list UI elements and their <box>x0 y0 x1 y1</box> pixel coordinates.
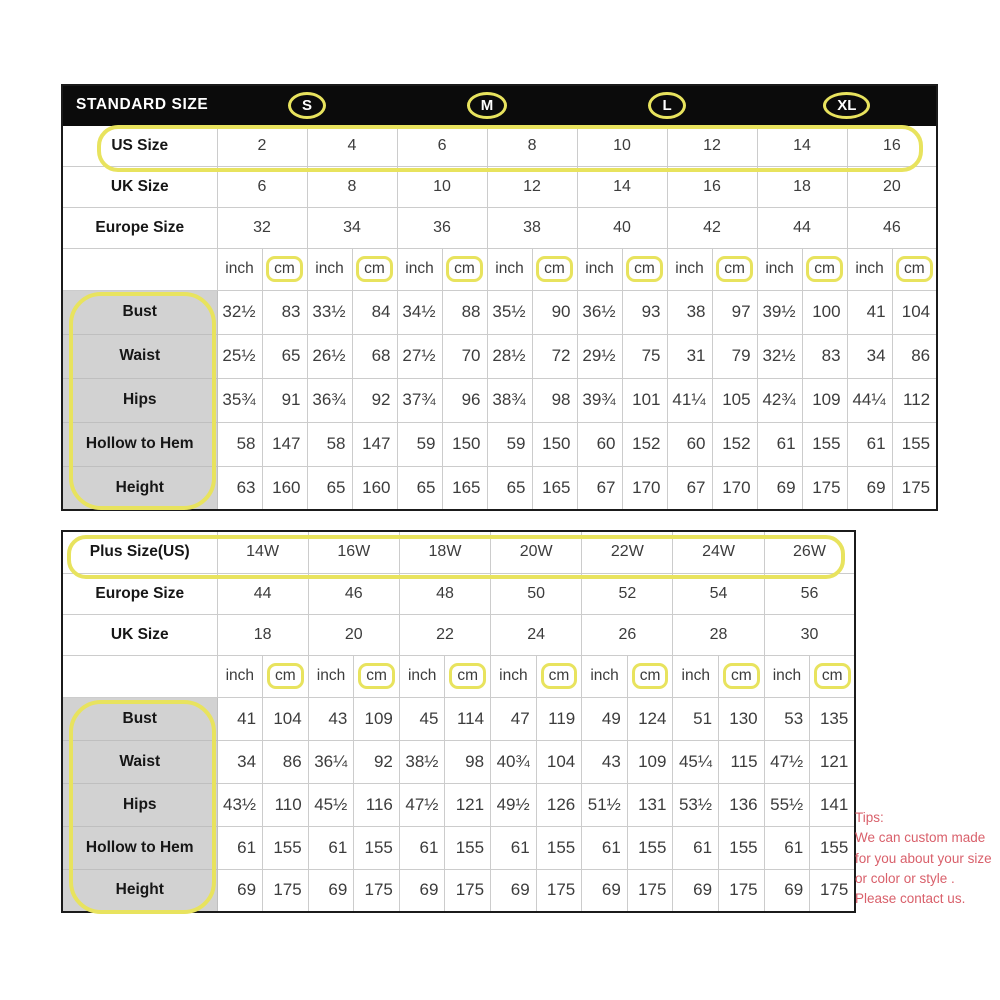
cm-highlight-box: cm <box>266 256 303 282</box>
measurement-value-cell: 141 <box>810 783 856 826</box>
units-row-spacer <box>62 655 217 697</box>
size-conversion-row <box>62 125 937 166</box>
custom-made-tips <box>855 808 1000 909</box>
measurement-value-cell: 42¾ <box>757 378 802 422</box>
measurement-value-cell: 83 <box>802 334 847 378</box>
measurement-value-cell: 130 <box>719 697 765 740</box>
measurement-value-cell: 63 <box>217 466 262 510</box>
measurement-value-cell: 136 <box>719 783 765 826</box>
size-group-oval-label: M <box>467 92 508 119</box>
measurement-value-cell: 61 <box>491 826 537 869</box>
measurement-value-cell: 92 <box>352 378 397 422</box>
measurement-row <box>62 334 937 378</box>
measurement-value-cell: 93 <box>622 290 667 334</box>
measurement-label: Hips <box>62 378 217 422</box>
measurement-value-cell: 65 <box>487 466 532 510</box>
measurement-value-cell: 175 <box>892 466 937 510</box>
size-group-oval-label: S <box>288 92 326 119</box>
measurement-value-cell: 155 <box>810 826 856 869</box>
measurement-value-cell: 43 <box>308 697 354 740</box>
measurement-value-cell: 91 <box>262 378 307 422</box>
size-conversion-row <box>62 531 855 573</box>
measurement-value-cell: 51 <box>673 697 719 740</box>
measurement-value-cell: 155 <box>719 826 765 869</box>
inch-unit-cell: inch <box>399 655 445 697</box>
size-value-cell: 26 <box>582 614 673 655</box>
cm-unit-cell <box>352 248 397 290</box>
cm-unit-cell <box>442 248 487 290</box>
inch-unit-cell: inch <box>847 248 892 290</box>
measurement-row <box>62 783 855 826</box>
size-value-cell: 36 <box>397 207 487 248</box>
measurement-value-cell: 88 <box>442 290 487 334</box>
measurement-value-cell: 41¼ <box>667 378 712 422</box>
units-row <box>62 248 937 290</box>
size-value-cell: 16 <box>667 166 757 207</box>
measurement-value-cell: 61 <box>582 826 628 869</box>
measurement-value-cell: 109 <box>802 378 847 422</box>
measurement-value-cell: 152 <box>622 422 667 466</box>
cm-unit-cell <box>719 655 765 697</box>
measurement-value-cell: 86 <box>263 740 309 783</box>
measurement-value-cell: 58 <box>307 422 352 466</box>
measurement-row <box>62 466 937 510</box>
size-value-cell: 20W <box>491 531 582 573</box>
size-value-cell: 20 <box>308 614 399 655</box>
measurement-value-cell: 70 <box>442 334 487 378</box>
measurement-value-cell: 116 <box>354 783 400 826</box>
measurement-label: Height <box>62 869 217 912</box>
measurement-value-cell: 34½ <box>397 290 442 334</box>
measurement-value-cell: 29½ <box>577 334 622 378</box>
measurement-value-cell: 28½ <box>487 334 532 378</box>
size-row-label: Europe Size <box>62 207 217 248</box>
measurement-value-cell: 175 <box>263 869 309 912</box>
size-value-cell: 46 <box>847 207 937 248</box>
measurement-value-cell: 170 <box>622 466 667 510</box>
measurement-value-cell: 92 <box>354 740 400 783</box>
measurement-value-cell: 69 <box>764 869 810 912</box>
measurement-value-cell: 150 <box>442 422 487 466</box>
cm-highlight-box: cm <box>626 256 663 282</box>
measurement-value-cell: 175 <box>354 869 400 912</box>
inch-unit-cell: inch <box>491 655 537 697</box>
cm-unit-cell <box>802 248 847 290</box>
measurement-row <box>62 697 855 740</box>
size-value-cell: 8 <box>307 166 397 207</box>
size-group-oval-label: XL <box>823 92 870 119</box>
size-value-cell: 56 <box>764 573 855 614</box>
measurement-value-cell: 25½ <box>217 334 262 378</box>
measurement-value-cell: 104 <box>536 740 582 783</box>
size-value-cell: 24 <box>491 614 582 655</box>
measurement-value-cell: 84 <box>352 290 397 334</box>
measurement-value-cell: 131 <box>627 783 673 826</box>
measurement-value-cell: 86 <box>892 334 937 378</box>
measurement-value-cell: 165 <box>442 466 487 510</box>
measurement-value-cell: 147 <box>352 422 397 466</box>
measurement-value-cell: 49 <box>582 697 628 740</box>
measurement-value-cell: 53½ <box>673 783 719 826</box>
measurement-value-cell: 155 <box>354 826 400 869</box>
cm-highlight-box: cm <box>536 256 573 282</box>
measurement-value-cell: 119 <box>536 697 582 740</box>
measurement-value-cell: 44¼ <box>847 378 892 422</box>
tips-line: for you about your size <box>855 850 992 866</box>
cm-highlight-box: cm <box>446 256 483 282</box>
measurement-value-cell: 55½ <box>764 783 810 826</box>
measurement-value-cell: 31 <box>667 334 712 378</box>
measurement-value-cell: 109 <box>627 740 673 783</box>
size-row-label: Europe Size <box>62 573 217 614</box>
measurement-value-cell: 26½ <box>307 334 352 378</box>
measurement-value-cell: 67 <box>667 466 712 510</box>
measurement-label: Waist <box>62 334 217 378</box>
size-value-cell: 40 <box>577 207 667 248</box>
measurement-value-cell: 110 <box>263 783 309 826</box>
measurement-value-cell: 121 <box>445 783 491 826</box>
cm-unit-cell <box>627 655 673 697</box>
size-group-cell <box>577 85 757 125</box>
measurement-value-cell: 65 <box>307 466 352 510</box>
cm-unit-cell <box>262 248 307 290</box>
measurement-value-cell: 150 <box>532 422 577 466</box>
size-row-label: Plus Size(US) <box>62 531 217 573</box>
measurement-value-cell: 61 <box>217 826 263 869</box>
size-value-cell: 42 <box>667 207 757 248</box>
tips-title: Tips: <box>855 810 884 825</box>
measurement-value-cell: 155 <box>263 826 309 869</box>
cm-highlight-box: cm <box>267 663 304 689</box>
measurement-value-cell: 61 <box>847 422 892 466</box>
measurement-value-cell: 45½ <box>308 783 354 826</box>
size-value-cell: 38 <box>487 207 577 248</box>
measurement-value-cell: 61 <box>673 826 719 869</box>
inch-unit-cell: inch <box>307 248 352 290</box>
measurement-value-cell: 72 <box>532 334 577 378</box>
measurement-value-cell: 34 <box>847 334 892 378</box>
measurement-value-cell: 79 <box>712 334 757 378</box>
inch-unit-cell: inch <box>764 655 810 697</box>
measurement-value-cell: 75 <box>622 334 667 378</box>
tips-line: or color or style . <box>855 870 955 886</box>
measurement-value-cell: 41 <box>217 697 263 740</box>
standard-size-grid <box>61 84 938 511</box>
cm-unit-cell <box>892 248 937 290</box>
measurement-value-cell: 53 <box>764 697 810 740</box>
measurement-value-cell: 101 <box>622 378 667 422</box>
cm-unit-cell <box>263 655 309 697</box>
measurement-value-cell: 147 <box>262 422 307 466</box>
measurement-value-cell: 61 <box>757 422 802 466</box>
size-value-cell: 26W <box>764 531 855 573</box>
measurement-value-cell: 69 <box>673 869 719 912</box>
standard-size-table <box>61 84 938 511</box>
size-value-cell: 14 <box>757 125 847 166</box>
measurement-value-cell: 175 <box>719 869 765 912</box>
cm-unit-cell <box>622 248 667 290</box>
cm-highlight-box: cm <box>896 256 933 282</box>
size-value-cell: 50 <box>491 573 582 614</box>
measurement-value-cell: 121 <box>810 740 856 783</box>
measurement-value-cell: 115 <box>719 740 765 783</box>
inch-unit-cell: inch <box>582 655 628 697</box>
size-value-cell: 24W <box>673 531 764 573</box>
measurement-value-cell: 90 <box>532 290 577 334</box>
measurement-value-cell: 155 <box>802 422 847 466</box>
measurement-value-cell: 38½ <box>399 740 445 783</box>
cm-highlight-box: cm <box>358 663 395 689</box>
size-group-oval-label: L <box>648 92 685 119</box>
measurement-value-cell: 69 <box>847 466 892 510</box>
measurement-value-cell: 69 <box>399 869 445 912</box>
size-value-cell: 54 <box>673 573 764 614</box>
measurement-value-cell: 175 <box>627 869 673 912</box>
measurement-label: Hips <box>62 783 217 826</box>
size-group-cell <box>217 85 397 125</box>
measurement-row <box>62 290 937 334</box>
measurement-row <box>62 869 855 912</box>
size-value-cell: 4 <box>307 125 397 166</box>
measurement-value-cell: 175 <box>536 869 582 912</box>
measurement-value-cell: 98 <box>445 740 491 783</box>
measurement-value-cell: 135 <box>810 697 856 740</box>
size-value-cell: 44 <box>217 573 308 614</box>
inch-unit-cell: inch <box>487 248 532 290</box>
measurement-value-cell: 160 <box>352 466 397 510</box>
size-conversion-row <box>62 166 937 207</box>
measurement-value-cell: 27½ <box>397 334 442 378</box>
measurement-value-cell: 47½ <box>764 740 810 783</box>
measurement-row <box>62 740 855 783</box>
size-row-label: UK Size <box>62 166 217 207</box>
measurement-value-cell: 155 <box>536 826 582 869</box>
inch-unit-cell: inch <box>673 655 719 697</box>
cm-highlight-box: cm <box>806 256 843 282</box>
measurement-value-cell: 36¾ <box>307 378 352 422</box>
measurement-row <box>62 422 937 466</box>
measurement-value-cell: 160 <box>262 466 307 510</box>
size-value-cell: 18W <box>399 531 490 573</box>
size-value-cell: 8 <box>487 125 577 166</box>
measurement-value-cell: 104 <box>892 290 937 334</box>
measurement-value-cell: 61 <box>308 826 354 869</box>
size-value-cell: 32 <box>217 207 307 248</box>
table-header-row <box>62 85 937 125</box>
size-value-cell: 52 <box>582 573 673 614</box>
size-value-cell: 28 <box>673 614 764 655</box>
size-value-cell: 12 <box>487 166 577 207</box>
measurement-label: Hollow to Hem <box>62 422 217 466</box>
measurement-value-cell: 49½ <box>491 783 537 826</box>
measurement-value-cell: 124 <box>627 697 673 740</box>
cm-unit-cell <box>536 655 582 697</box>
measurement-value-cell: 152 <box>712 422 757 466</box>
size-value-cell: 30 <box>764 614 855 655</box>
measurement-value-cell: 38 <box>667 290 712 334</box>
measurement-value-cell: 43½ <box>217 783 263 826</box>
measurement-value-cell: 165 <box>532 466 577 510</box>
measurement-value-cell: 36½ <box>577 290 622 334</box>
size-value-cell: 12 <box>667 125 757 166</box>
measurement-value-cell: 98 <box>532 378 577 422</box>
cm-highlight-box: cm <box>814 663 851 689</box>
measurement-value-cell: 35½ <box>487 290 532 334</box>
size-conversion-row <box>62 207 937 248</box>
cm-highlight-box: cm <box>449 663 486 689</box>
size-group-cell <box>757 85 937 125</box>
cm-unit-cell <box>354 655 400 697</box>
measurement-value-cell: 60 <box>667 422 712 466</box>
inch-unit-cell: inch <box>217 655 263 697</box>
size-value-cell: 16 <box>847 125 937 166</box>
cm-highlight-box: cm <box>723 663 760 689</box>
measurement-value-cell: 175 <box>810 869 856 912</box>
measurement-value-cell: 109 <box>354 697 400 740</box>
size-value-cell: 6 <box>217 166 307 207</box>
measurement-value-cell: 96 <box>442 378 487 422</box>
size-value-cell: 6 <box>397 125 487 166</box>
measurement-label: Height <box>62 466 217 510</box>
measurement-value-cell: 126 <box>536 783 582 826</box>
measurement-value-cell: 69 <box>582 869 628 912</box>
inch-unit-cell: inch <box>308 655 354 697</box>
measurement-value-cell: 97 <box>712 290 757 334</box>
cm-highlight-box: cm <box>356 256 393 282</box>
size-value-cell: 10 <box>397 166 487 207</box>
size-value-cell: 20 <box>847 166 937 207</box>
measurement-value-cell: 155 <box>627 826 673 869</box>
cm-unit-cell <box>445 655 491 697</box>
measurement-value-cell: 47 <box>491 697 537 740</box>
measurement-value-cell: 67 <box>577 466 622 510</box>
inch-unit-cell: inch <box>577 248 622 290</box>
size-value-cell: 2 <box>217 125 307 166</box>
measurement-value-cell: 69 <box>217 869 263 912</box>
measurement-value-cell: 69 <box>308 869 354 912</box>
measurement-value-cell: 32½ <box>217 290 262 334</box>
size-row-label: US Size <box>62 125 217 166</box>
size-value-cell: 10 <box>577 125 667 166</box>
measurement-value-cell: 60 <box>577 422 622 466</box>
size-value-cell: 22 <box>399 614 490 655</box>
measurement-value-cell: 69 <box>491 869 537 912</box>
measurement-value-cell: 40¾ <box>491 740 537 783</box>
measurement-value-cell: 43 <box>582 740 628 783</box>
measurement-value-cell: 39¾ <box>577 378 622 422</box>
measurement-value-cell: 34 <box>217 740 263 783</box>
size-conversion-row <box>62 614 855 655</box>
measurement-value-cell: 170 <box>712 466 757 510</box>
size-value-cell: 46 <box>308 573 399 614</box>
size-conversion-row <box>62 573 855 614</box>
size-value-cell: 18 <box>217 614 308 655</box>
measurement-value-cell: 112 <box>892 378 937 422</box>
measurement-label: Hollow to Hem <box>62 826 217 869</box>
cm-highlight-box: cm <box>632 663 669 689</box>
measurement-value-cell: 32½ <box>757 334 802 378</box>
measurement-value-cell: 65 <box>397 466 442 510</box>
measurement-label: Waist <box>62 740 217 783</box>
measurement-row <box>62 378 937 422</box>
measurement-value-cell: 37¾ <box>397 378 442 422</box>
inch-unit-cell: inch <box>667 248 712 290</box>
measurement-value-cell: 38¾ <box>487 378 532 422</box>
measurement-value-cell: 100 <box>802 290 847 334</box>
size-value-cell: 44 <box>757 207 847 248</box>
units-row-spacer <box>62 248 217 290</box>
measurement-value-cell: 58 <box>217 422 262 466</box>
table-title: STANDARD SIZE <box>62 85 217 125</box>
measurement-value-cell: 69 <box>757 466 802 510</box>
measurement-value-cell: 41 <box>847 290 892 334</box>
measurement-value-cell: 61 <box>399 826 445 869</box>
measurement-value-cell: 45 <box>399 697 445 740</box>
measurement-value-cell: 104 <box>263 697 309 740</box>
measurement-value-cell: 47½ <box>399 783 445 826</box>
size-value-cell: 34 <box>307 207 397 248</box>
measurement-value-cell: 61 <box>764 826 810 869</box>
size-value-cell: 14W <box>217 531 308 573</box>
tips-line: Please contact us. <box>855 891 966 906</box>
measurement-value-cell: 65 <box>262 334 307 378</box>
measurement-value-cell: 155 <box>892 422 937 466</box>
measurement-value-cell: 175 <box>445 869 491 912</box>
cm-highlight-box: cm <box>541 663 578 689</box>
cm-highlight-box: cm <box>716 256 753 282</box>
inch-unit-cell: inch <box>217 248 262 290</box>
measurement-value-cell: 36¼ <box>308 740 354 783</box>
plus-size-table <box>61 530 856 913</box>
size-value-cell: 22W <box>582 531 673 573</box>
size-group-cell <box>397 85 577 125</box>
measurement-label: Bust <box>62 697 217 740</box>
tips-line: We can custom made <box>855 830 986 846</box>
size-value-cell: 16W <box>308 531 399 573</box>
measurement-value-cell: 105 <box>712 378 757 422</box>
measurement-value-cell: 83 <box>262 290 307 334</box>
size-value-cell: 18 <box>757 166 847 207</box>
cm-unit-cell <box>810 655 856 697</box>
measurement-value-cell: 59 <box>397 422 442 466</box>
units-row <box>62 655 855 697</box>
measurement-value-cell: 35¾ <box>217 378 262 422</box>
measurement-value-cell: 39½ <box>757 290 802 334</box>
inch-unit-cell: inch <box>757 248 802 290</box>
measurement-value-cell: 114 <box>445 697 491 740</box>
measurement-value-cell: 59 <box>487 422 532 466</box>
size-value-cell: 14 <box>577 166 667 207</box>
cm-unit-cell <box>712 248 757 290</box>
measurement-row <box>62 826 855 869</box>
measurement-label: Bust <box>62 290 217 334</box>
measurement-value-cell: 45¼ <box>673 740 719 783</box>
measurement-value-cell: 51½ <box>582 783 628 826</box>
cm-unit-cell <box>532 248 577 290</box>
inch-unit-cell: inch <box>397 248 442 290</box>
size-row-label: UK Size <box>62 614 217 655</box>
measurement-value-cell: 155 <box>445 826 491 869</box>
measurement-value-cell: 175 <box>802 466 847 510</box>
measurement-value-cell: 68 <box>352 334 397 378</box>
measurement-value-cell: 33½ <box>307 290 352 334</box>
plus-size-grid <box>61 530 856 913</box>
size-value-cell: 48 <box>399 573 490 614</box>
